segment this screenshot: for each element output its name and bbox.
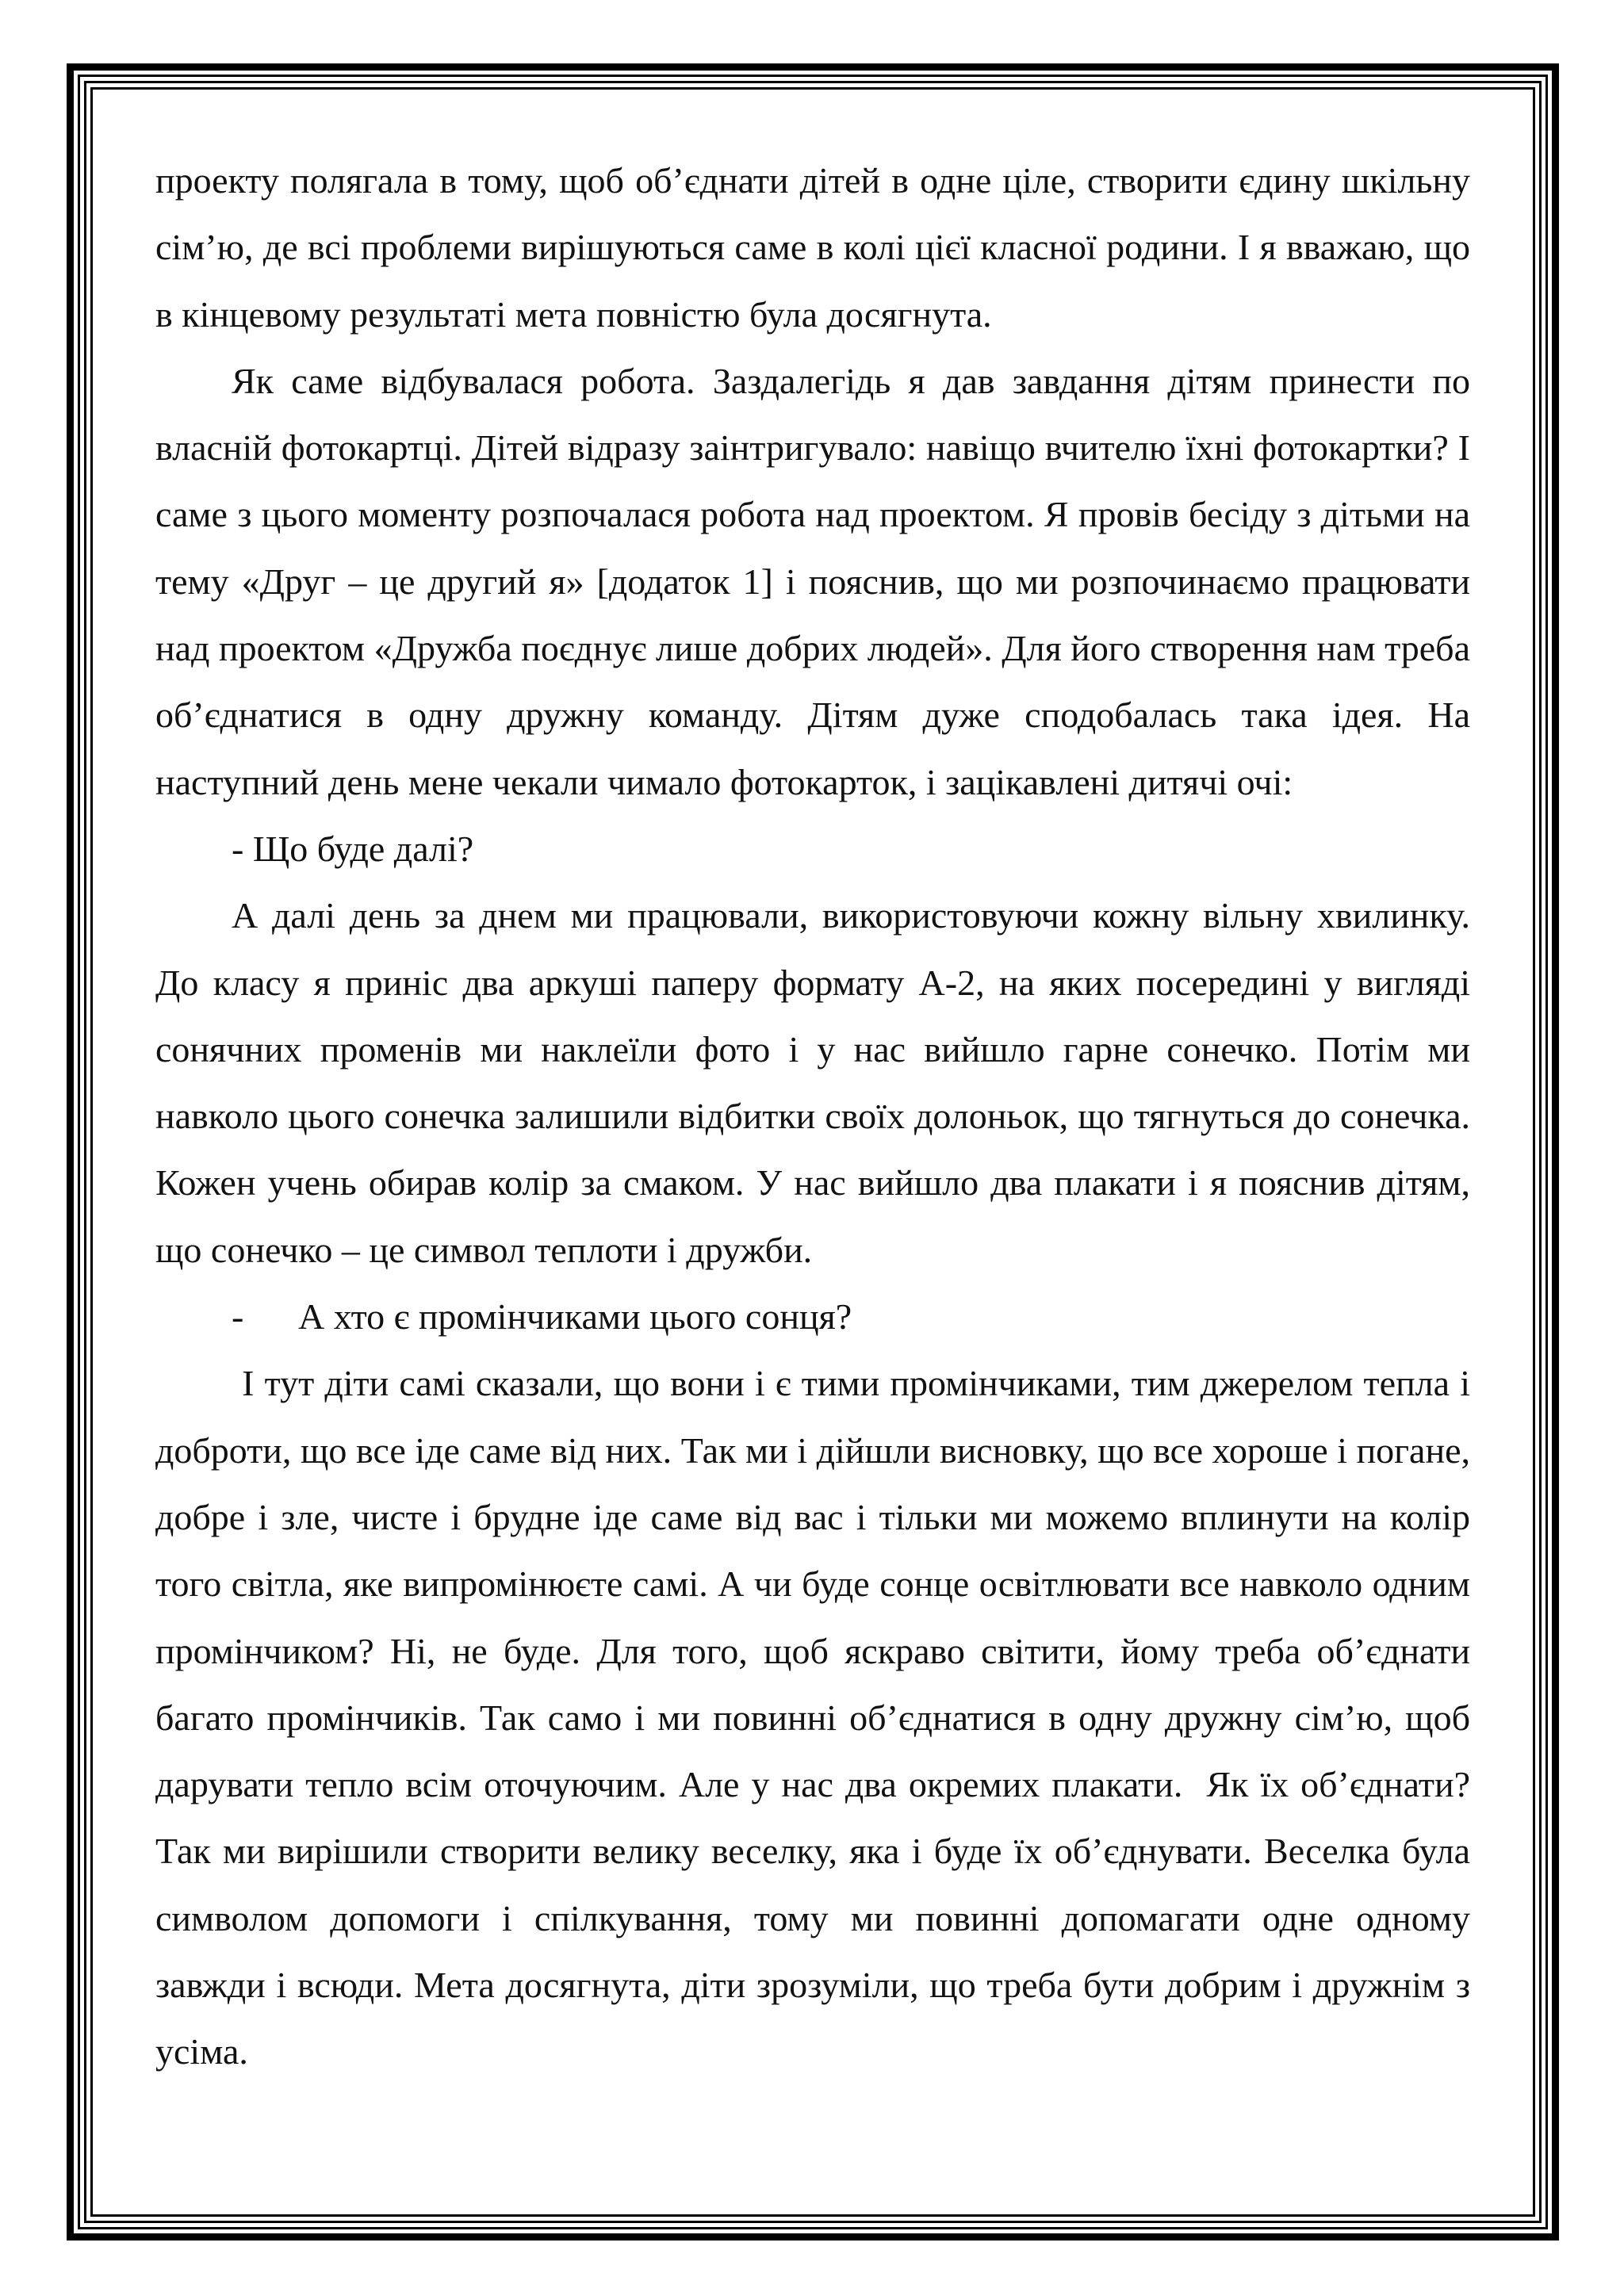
paragraph-1: проекту полягала в тому, щоб об’єднати дітей в одне ціле, створити єдину шкільну сім’ю, де всі проблеми вирішуються саме в колі цієї класної родини. І я вважаю, що в кінцевому результаті мета повністю була досягнута. xyxy=(155,160,1470,335)
dash-marker: - xyxy=(232,1296,244,1337)
dialogue-line-1: - Що буде далі? xyxy=(232,828,474,869)
paragraph-3: А далі день за днем ми працювали, використовуючи кожну вільну хвилинку. До класу я приніс два аркуші паперу формату А-2, на яких посередині у вигляді сонячних променів ми наклеїли фото і у нас вийшло гарне сонечко. Потім ми навколо цього сонечка залишили відбитки своїх долоньок, що тягнуться до сонечка. Кожен учень обирав колір за смаком. У нас вийшло два плакати і я пояснив дітям, що сонечко – це символ теплоти і дружби. xyxy=(155,895,1470,1270)
paragraph-4: І тут діти самі сказали, що вони і є тими промінчиками, тим джерелом тепла і доброти, що все іде саме від них. Так ми і дійшли висновку, що все хороше і погане, добре і зле, чисте і брудне іде саме від вас і тільки ми можемо вплинути на колір того світла, яке випромінюєте самі. А чи буде сонце освітлювати все навколо одним промінчиком? Ні, не буде. Для того, щоб яскраво світити, йому треба об’єднати багато промінчиків. Так само і ми повинні об’єднатися в одну дружну сім’ю, щоб дарувати тепло всім оточуючим. Але у нас два окремих плакати. Як їх об’єднати? Так ми вирішили створити велику веселку, яка і буде їх об’єднувати. Веселка була символом допомоги і спілкування, тому ми повинні допомагати одне одному завжди і всюди. Мета досягнута, діти зрозуміли, що треба бути добрим і дружнім з усіма. xyxy=(155,1363,1480,2072)
dialogue-line-2 xyxy=(155,1284,1470,1350)
dialogue-line-2-text: А хто є промінчиками цього сонця? xyxy=(298,1296,852,1337)
document-body xyxy=(155,147,1480,2086)
paragraph-2: Як саме відбувалася робота. Заздалегідь я дав завдання дітям принести по власній фотокартці. Дітей відразу заінтригувало: навіщо вчителю їхні фотокартки? І саме з цього моменту розпочалася робота над проектом. Я провів бесіду з дітьми на тему «Друг – це другий я» [додаток 1] і пояснив, що ми розпочинаємо працювати над проектом «Дружба поєднує лише добрих людей». Для його створення нам треба об’єднатися в одну дружну команду. Дітям дуже сподобалась така ідея. На наступний день мене чекали чимало фотокарток, і зацікавлені дитячі очі: xyxy=(155,360,1470,802)
